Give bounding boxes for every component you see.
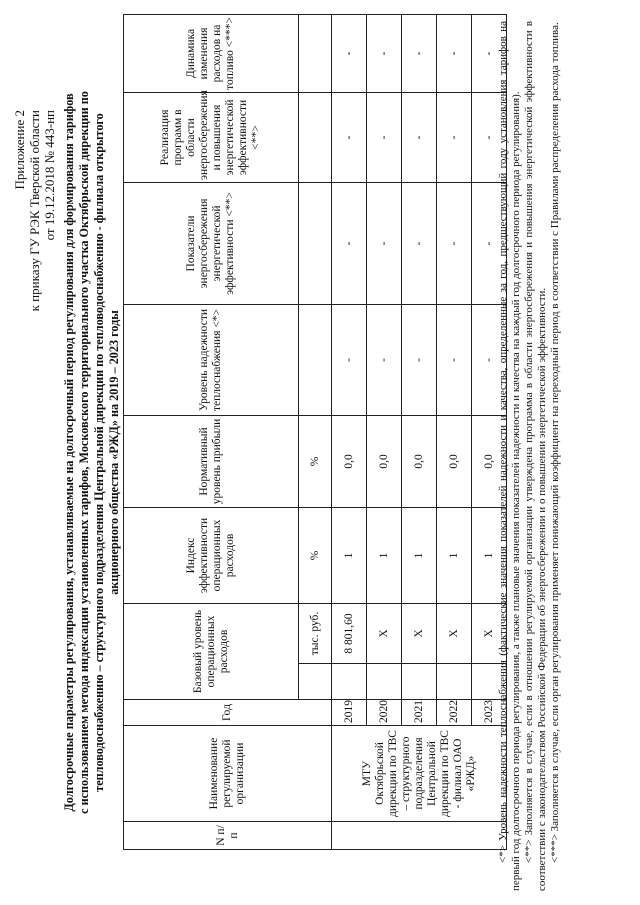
cell-reliability: - [402, 304, 437, 415]
col-header-energy: Показатели энергосбережения энергетической эффективности <**> [124, 182, 299, 304]
cell-fuel: - [472, 14, 507, 92]
cell-fuel: - [437, 14, 472, 92]
cell-program: - [402, 92, 437, 182]
cell-index: 1 [332, 507, 367, 603]
document-title: Долгосрочные параметры регулирования, устанавливаемые на долгосрочный период регулирования для формирования тарифов с использованием метода индексации установленных тарифов, Московского территориального участка Октябрьской дирекции по тепловодоснабжению – структурного подразделения Центральной дирекции по тепловодоснабжению - филиала открытого акционерного общества «РЖД» на 2019 – 2023 годы [62, 91, 121, 814]
appendix-header [12, 110, 57, 311]
col-header-num: N п/п [124, 822, 332, 850]
footnote-reliability: <*> Уровень надежности теплоснабжения (фактические значения показателей надежности и качества, определенные за год, предшествующий году установления тарифов на первый год долгосрочного периода регулирования, а также плановые значения показателей надежности и качества на каждый год долгосрочного периода регулирования). [497, 21, 522, 891]
cell-year: 2021 [402, 700, 437, 726]
cell-fuel: - [367, 14, 402, 92]
appendix-number: Приложение 2 [12, 110, 27, 190]
cell-program: - [472, 92, 507, 182]
cell-fuel: - [402, 14, 437, 92]
cell-program: - [367, 92, 402, 182]
cell-spacer [437, 664, 472, 700]
order-date: от 19.12.2018 № 443-нп [42, 110, 57, 241]
col-header-index: Индекс эффективности операционных расходов [124, 507, 299, 603]
cell-reliability: - [472, 304, 507, 415]
cell-index: 1 [367, 507, 402, 603]
order-reference: к приказу ГУ РЭК Тверской области [27, 110, 42, 312]
cell-index: 1 [437, 507, 472, 603]
cell-profit: 0,0 [402, 415, 437, 507]
cell-reliability: - [367, 304, 402, 415]
cell-reliability: - [332, 304, 367, 415]
unit-base: тыс. руб. [299, 603, 332, 663]
cell-spacer [332, 664, 367, 700]
col-header-base: Базовый уровень операционных расходов [124, 603, 299, 699]
cell-base: Х [437, 603, 472, 663]
footnote-fuel: <***> Заполняется в случае, если орган регулирования применяет понижающий коэффициент на переходный период в соответствии с Правилами распределения расхода топлива. [549, 22, 561, 863]
row-number-cell [332, 822, 507, 850]
col-header-org: Наименование регулируемой организации [124, 726, 332, 822]
cell-profit: 0,0 [367, 415, 402, 507]
cell-base: Х [367, 603, 402, 663]
cell-profit: 0,0 [332, 415, 367, 507]
cell-year: 2020 [367, 700, 402, 726]
cell-program: - [332, 92, 367, 182]
cell-program: - [437, 92, 472, 182]
col-header-profit: Нормативный уровень прибыли [124, 415, 299, 507]
table-row [332, 14, 367, 849]
cell-energy: - [332, 182, 367, 304]
cell-base: 8 801,60 [332, 603, 367, 663]
cell-spacer [402, 664, 437, 700]
cell-energy: - [437, 182, 472, 304]
organization-name: МТУ Октябрьской дирекции по ТВС – структурного подразделения Центральной дирекции по ТВС - филиал ОАО «РЖД» [332, 726, 507, 822]
cell-energy: - [472, 182, 507, 304]
col-header-program: Реализация программ в области энергосбережения и повышения энергетической эффективности <**> [124, 92, 299, 182]
cell-base: Х [472, 603, 507, 663]
col-header-year: Год [124, 700, 332, 726]
cell-base: Х [402, 603, 437, 663]
cell-reliability: - [437, 304, 472, 415]
footnote-energy: <**> Заполняется в случае, если в отношении регулируемой организации утверждена программа в области энергосбережения и повышения энергетической эффективности в соответствии с законодательством Российской Федерации об энергосбережении и о повышении энергетической эффективности. [523, 21, 548, 891]
footnotes [497, 21, 562, 891]
unit-index: % [299, 507, 332, 603]
unit-spacer [299, 664, 332, 700]
cell-profit: 0,0 [472, 415, 507, 507]
cell-spacer [367, 664, 402, 700]
table-row [367, 14, 402, 849]
cell-year: 2022 [437, 700, 472, 726]
col-header-reliability: Уровень надежности теплоснабжения <*> [124, 304, 299, 415]
cell-profit: 0,0 [437, 415, 472, 507]
parameters-table [123, 14, 507, 850]
cell-index: 1 [472, 507, 507, 603]
table-row [402, 14, 437, 849]
table-header-row [124, 14, 299, 849]
cell-year: 2019 [332, 700, 367, 726]
cell-energy: - [367, 182, 402, 304]
cell-energy: - [402, 182, 437, 304]
cell-fuel: - [332, 14, 367, 92]
cell-year: 2023 [472, 700, 507, 726]
col-header-fuel: Динамика изменения расходов на топливо <***> [124, 14, 299, 92]
table-row [437, 14, 472, 849]
unit-profit: % [299, 415, 332, 507]
cell-index: 1 [402, 507, 437, 603]
